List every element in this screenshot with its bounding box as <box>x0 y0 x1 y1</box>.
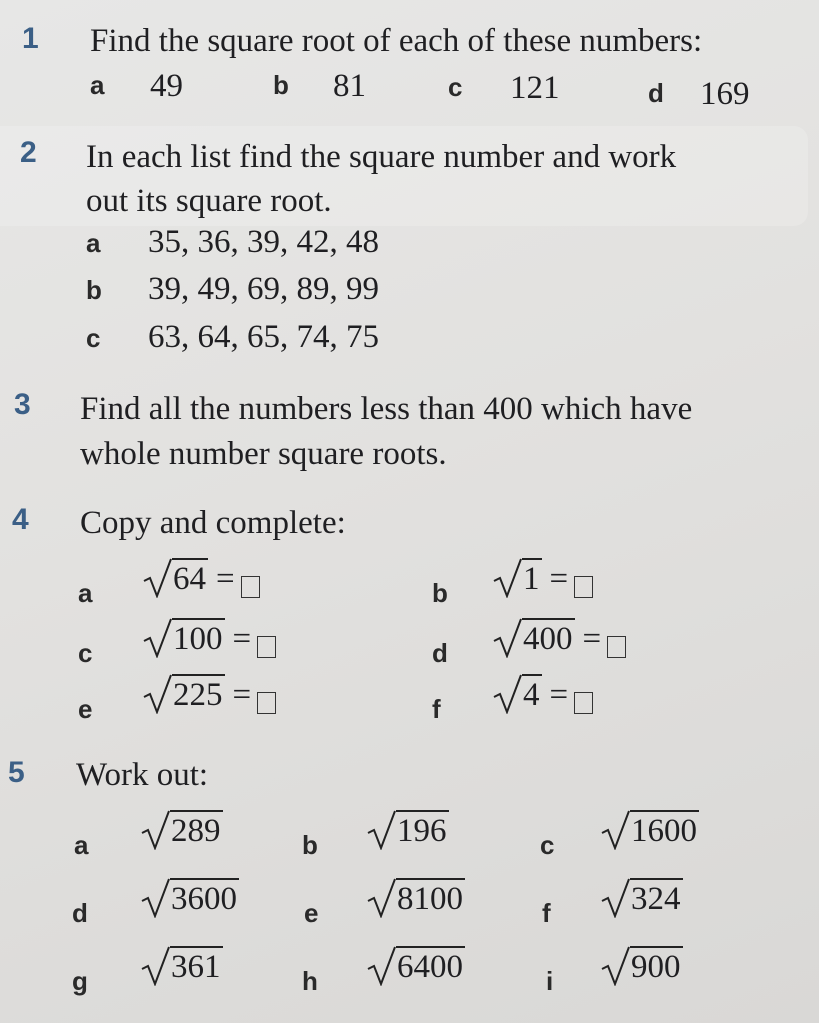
q4-part-a-expression <box>142 558 260 598</box>
q1-part-d-label: d <box>648 78 664 108</box>
q4-part-e-radicand: 225 <box>172 674 225 714</box>
q5-part-c-expression <box>600 810 699 850</box>
q5-part-f-radicand: 324 <box>630 878 683 918</box>
square-root-sign-icon <box>492 618 522 658</box>
q5-part-b-expression <box>366 810 449 850</box>
q4-part-c-label: c <box>78 638 93 668</box>
question-1-number: 1 <box>22 22 39 55</box>
square-root-sign-icon <box>142 674 172 714</box>
q4-part-b-expression <box>492 558 593 598</box>
q5-part-g-label: g <box>72 966 88 996</box>
answer-box <box>607 636 626 658</box>
answer-box <box>241 576 260 598</box>
q5-part-h-expression <box>366 946 465 986</box>
q4-part-b-label: b <box>432 578 448 608</box>
q5-part-b-label: b <box>302 830 318 860</box>
q2-part-c-value: 63, 64, 65, 74, 75 <box>148 319 379 355</box>
q2-part-b-value: 39, 49, 69, 89, 99 <box>148 271 379 307</box>
equals-sign: = <box>549 677 569 713</box>
q5-part-a-expression <box>140 810 223 850</box>
question-2-line-2: out its square root. <box>86 183 332 219</box>
q5-part-i-radicand: 900 <box>630 946 683 986</box>
question-2-line-1: In each list find the square number and work <box>86 139 677 175</box>
q5-part-a-label: a <box>74 830 89 860</box>
q2-part-b-label: b <box>86 275 102 305</box>
square-root-sign-icon <box>600 810 630 850</box>
q5-part-e-expression <box>366 878 465 918</box>
q4-part-a-radicand: 64 <box>172 558 208 598</box>
answer-box <box>574 692 593 714</box>
q1-part-a-label: a <box>90 70 105 100</box>
q1-part-b-value: 81 <box>333 68 366 104</box>
q5-part-h-label: h <box>302 966 318 996</box>
square-root-sign-icon <box>600 946 630 986</box>
question-2-number: 2 <box>20 136 37 169</box>
square-root-sign-icon <box>140 946 170 986</box>
question-3-line-2: whole number square roots. <box>80 436 447 472</box>
square-root-sign-icon <box>366 946 396 986</box>
square-root-sign-icon <box>142 558 172 598</box>
q2-part-a-label: a <box>86 228 101 258</box>
square-root-sign-icon <box>142 618 172 658</box>
q4-part-d-expression <box>492 618 626 658</box>
question-3-line-1: Find all the numbers less than 400 which have <box>80 391 693 427</box>
q4-part-f-label: f <box>432 694 441 724</box>
question-5-text: Work out: <box>76 757 209 793</box>
q2-part-c-label: c <box>86 323 101 353</box>
q1-part-c-value: 121 <box>510 70 560 106</box>
q1-part-c-label: c <box>448 72 463 102</box>
q4-part-e-expression <box>142 674 276 714</box>
q4-part-a-label: a <box>78 578 93 608</box>
square-root-sign-icon <box>492 558 522 598</box>
q1-part-b-label: b <box>273 70 289 100</box>
square-root-sign-icon <box>366 878 396 918</box>
q5-part-c-radicand: 1600 <box>630 810 699 850</box>
square-root-sign-icon <box>600 878 630 918</box>
question-1-text: Find the square root of each of these numbers: <box>90 23 703 59</box>
square-root-sign-icon <box>140 810 170 850</box>
q5-part-f-label: f <box>542 898 551 928</box>
q4-part-e-label: e <box>78 694 93 724</box>
equals-sign: = <box>582 621 602 657</box>
question-5-number: 5 <box>8 756 25 789</box>
q4-part-c-radicand: 100 <box>172 618 225 658</box>
q4-part-f-radicand: 4 <box>522 674 542 714</box>
q5-part-h-radicand: 6400 <box>396 946 465 986</box>
q5-part-a-radicand: 289 <box>170 810 223 850</box>
q5-part-f-expression <box>600 878 683 918</box>
equals-sign: = <box>232 621 252 657</box>
answer-box <box>257 692 276 714</box>
square-root-sign-icon <box>492 674 522 714</box>
q5-part-i-expression <box>600 946 683 986</box>
question-4-text: Copy and complete: <box>80 505 346 541</box>
q5-part-d-expression <box>140 878 239 918</box>
question-4-number: 4 <box>12 503 29 536</box>
q5-part-c-label: c <box>540 830 555 860</box>
equals-sign: = <box>216 561 235 597</box>
question-3-number: 3 <box>14 388 31 421</box>
q5-part-d-radicand: 3600 <box>170 878 239 918</box>
q5-part-e-radicand: 8100 <box>396 878 465 918</box>
q5-part-i-label: i <box>546 966 554 996</box>
answer-box <box>257 636 276 658</box>
q2-part-a-value: 35, 36, 39, 42, 48 <box>148 224 379 260</box>
q5-part-g-radicand: 361 <box>170 946 223 986</box>
equals-sign: = <box>232 677 252 713</box>
q5-part-g-expression <box>140 946 223 986</box>
equals-sign: = <box>549 561 569 597</box>
q5-part-e-label: e <box>304 898 319 928</box>
q4-part-b-radicand: 1 <box>522 558 542 598</box>
square-root-sign-icon <box>366 810 396 850</box>
answer-box <box>574 576 593 598</box>
q4-part-c-expression <box>142 618 276 658</box>
q4-part-f-expression <box>492 674 593 714</box>
square-root-sign-icon <box>140 878 170 918</box>
q4-part-d-radicand: 400 <box>522 618 575 658</box>
q5-part-b-radicand: 196 <box>396 810 449 850</box>
q4-part-d-label: d <box>432 638 448 668</box>
q1-part-d-value: 169 <box>700 76 750 112</box>
q1-part-a-value: 49 <box>150 68 183 104</box>
q5-part-d-label: d <box>72 898 88 928</box>
